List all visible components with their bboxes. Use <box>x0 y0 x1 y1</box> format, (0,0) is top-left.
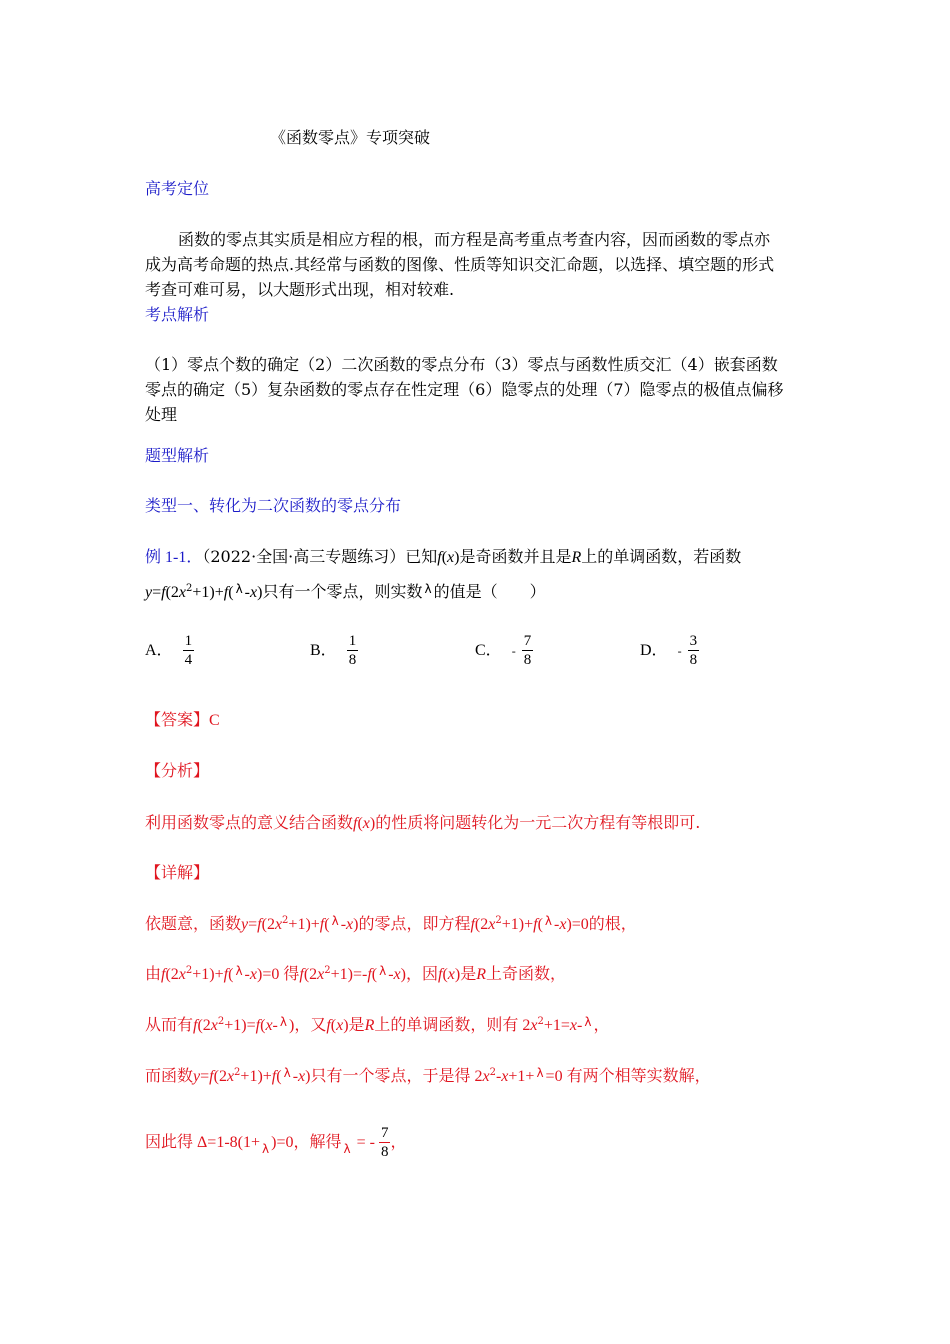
detail-label: 【详解】 <box>145 863 210 882</box>
option-d[interactable]: D． - $\frac{3}{8}$ <box>640 633 698 668</box>
document-title: 《函数零点》专项突破 <box>270 128 431 147</box>
option-c[interactable]: C． - $\frac{7}{8}$ <box>475 633 532 668</box>
answer-line <box>145 708 220 733</box>
para1-line1: 函数的零点其实质是相应方程的根，而方程是高考重点考查内容，因而函数的零点亦 <box>178 230 771 249</box>
para2-line2: 零点的确定（5）复杂函数的零点存在性定理（6）隐零点的处理（7）隐零点的极值点偏移 <box>145 380 784 399</box>
detail-line1: 依题意，函数$y=f(2x^2+1)+f$( $^\lambda$ -x)的零点，即方程$f(2x^2+1)+f$( $^\lambda$ -x)=0的根， <box>145 914 637 933</box>
example-line1: 例 1-1．（2022·全国·高三专题练习）已知f(x)是奇函数并且是R上的单调函数，若函数 <box>145 547 742 566</box>
lambda-symbol: λ <box>424 582 432 596</box>
para2-line3: 处理 <box>145 405 178 424</box>
option-d-fraction: $\frac{3}{8}$ <box>689 633 698 668</box>
lambda-symbol: λ <box>235 582 243 596</box>
example-function-formula: $y=f(2x^2+1)+f$( $^\lambda$ -x) <box>145 582 263 601</box>
analysis-text: 利用函数零点的意义结合函数f(x)的性质将问题转化为一元二次方程有等根即可. <box>145 813 701 832</box>
para2-line1: （1）零点个数的确定（2）二次函数的零点分布（3）零点与函数性质交汇（4）嵌套函数 <box>145 355 778 374</box>
option-a[interactable]: A． $\frac{1}{4}$ <box>145 633 193 668</box>
option-b-fraction: $\frac{1}{8}$ <box>348 633 357 668</box>
detail-line5: 因此得 Δ=1-8(1+ $_\lambda$ )=0，解得 $_\lambda$ = - $\frac{7}{8}$ ， <box>145 1125 407 1160</box>
option-b[interactable]: B． $\frac{1}{8}$ <box>310 633 357 668</box>
example-line2 <box>145 580 546 605</box>
example-text-b: 上的单调函数，若函数 <box>581 547 742 566</box>
analysis-label: 【分析】 <box>145 761 210 780</box>
section-heading-gaokao: 高考定位 <box>145 179 210 198</box>
detail-line2: 由$f(2x^2+1)+f$( $^\lambda$ -x)=0 得$f(2x^2+1)=-f$( $^\lambda$ -x)，因f(x)是R上奇函数， <box>145 964 567 983</box>
example-text-a: 是奇函数并且是 <box>459 547 572 566</box>
para1-line2: 成为高考命题的热点.其经常与函数的图像、性质等知识交汇命题，以选择、填空题的形式 <box>145 255 775 274</box>
option-a-fraction: $\frac{1}{4}$ <box>184 633 193 668</box>
answer-label: 【答案】 <box>145 710 210 729</box>
example-source: （2022·全国·高三专题练习）已知 <box>202 547 438 566</box>
section-heading-kaodian: 考点解析 <box>145 305 210 324</box>
example-text-d: 的值是（ ） <box>433 582 546 601</box>
example-text-c: 只有一个零点，则实数 <box>262 582 423 601</box>
section-heading-tixing: 题型解析 <box>145 446 210 465</box>
detail-line4: 而函数$y=f(2x^2+1)+f$( $^\lambda$ -x)只有一个零点，于是得 $2x^2-x+1+ ^\lambda =0$ 有两个相等实数解， <box>145 1066 711 1085</box>
detail-fraction: $\frac{7}{8}$ <box>380 1125 389 1160</box>
example-label: 例 1-1． <box>145 549 203 566</box>
type1-heading: 类型一、转化为二次函数的零点分布 <box>145 496 402 515</box>
answer-value: C <box>209 712 220 729</box>
para1-line3: 考查可难可易，以大题形式出现，相对较难. <box>145 280 455 299</box>
option-c-fraction: $\frac{7}{8}$ <box>523 633 532 668</box>
detail-line3: 从而有$f(2x^2+1)=f(x-$ $^\lambda$ )，又f(x)是R上的单调函数，则有 $2x^2+1=x-$ $^\lambda$ ， <box>145 1015 610 1034</box>
